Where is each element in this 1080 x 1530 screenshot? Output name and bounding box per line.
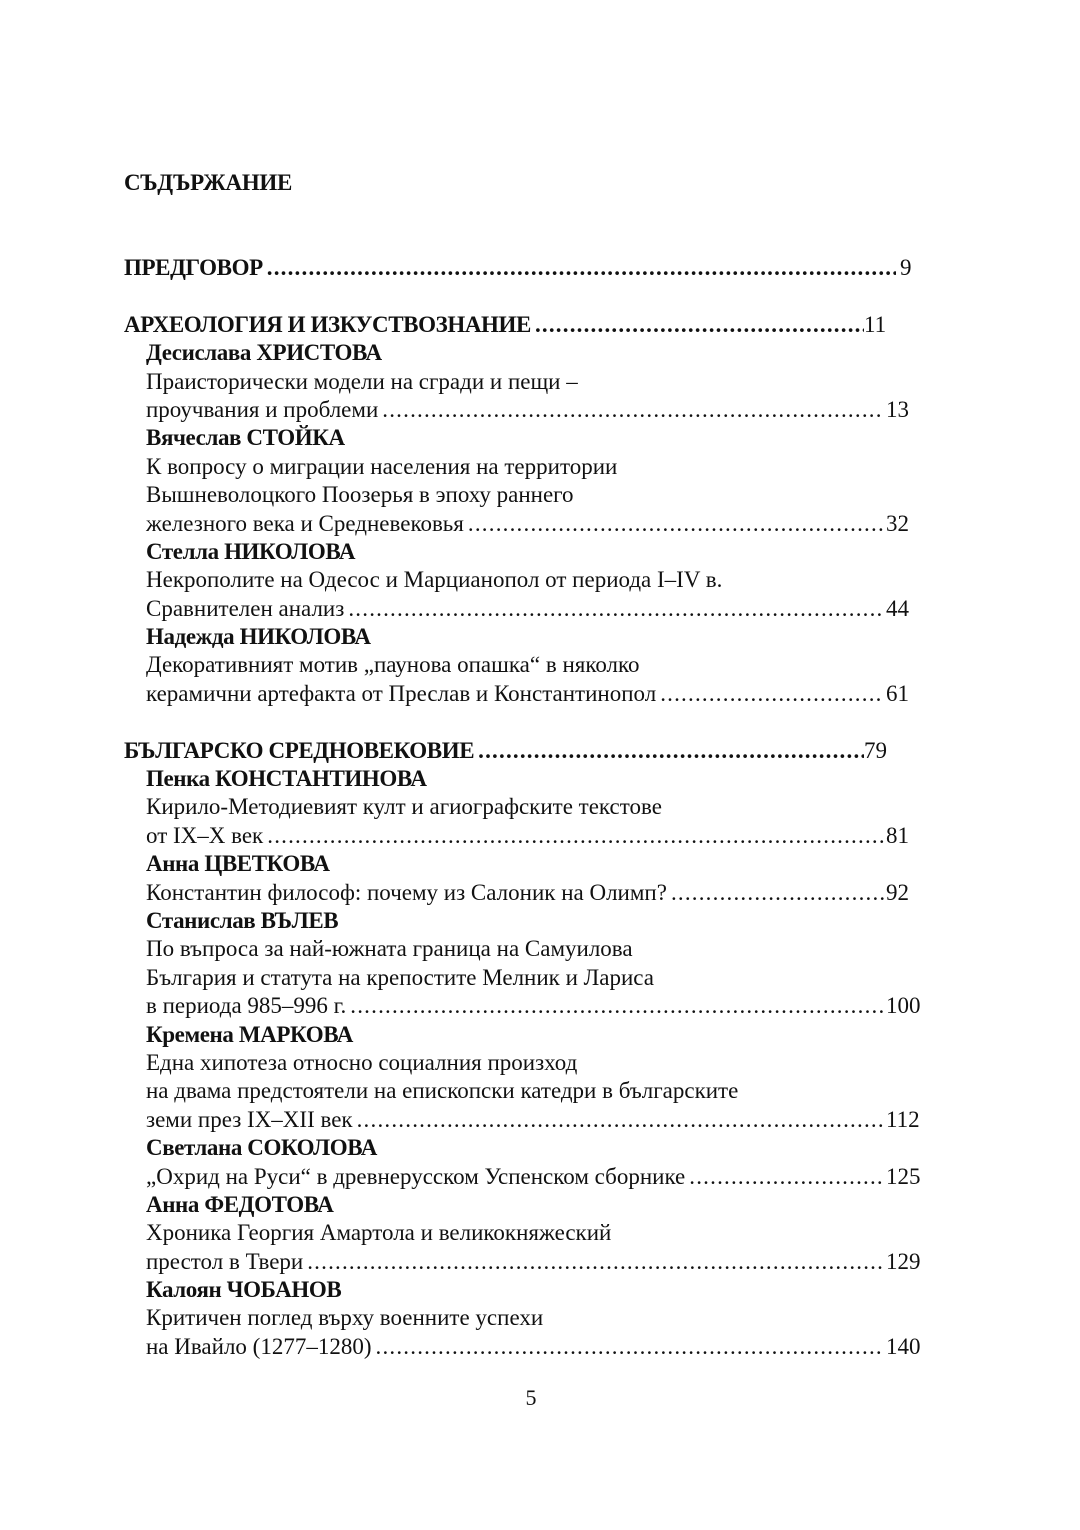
dot-leader [357,1106,884,1134]
page-title: СЪДЪРЖАНИЕ [124,170,293,195]
section-title: БЪЛГАРСКО СРЕДНОВЕКОВИЕ [124,737,475,763]
entry-page: 44 [886,595,909,621]
dot-leader [307,1248,884,1276]
dot-leader [267,254,896,282]
entry-author: Станислав ВЪЛЕВ [146,907,339,933]
toc-preface [124,254,922,282]
dot-leader [535,311,864,339]
toc-entry-final-line [124,1163,922,1191]
section-page: 79 [864,737,887,763]
entry-title-line: Константин философ: почему из Салоник на Олимп? [146,879,667,905]
entry-page: 100 [886,993,921,1019]
toc-entry-final-line [124,1248,922,1276]
toc-entry-final-line [124,879,922,907]
dot-leader [350,992,884,1020]
toc-section-heading [124,311,922,339]
entry-page: 129 [886,1248,921,1274]
entry-title-line: По въпроса за най-южната граница на Самуилова [146,936,633,962]
entry-title-line: Праисторически модели на сгради и пещи – [146,368,578,394]
entry-title-line: К вопросу о миграции населения на территории [146,453,618,479]
dot-leader [376,1333,885,1361]
toc-entry-final-line [124,992,922,1020]
entry-title-line: Кирило-Методиевият култ и агиографските текстове [146,794,662,820]
dot-leader [660,680,884,708]
toc-entry-final-line [124,822,922,850]
entry-title-line: Некрополите на Одесос и Марцианопол от периода I–IV в. [146,567,723,593]
toc-section-heading [124,737,922,765]
entry-title-line: керамични артефакта от Преслав и Константинопол [146,680,657,706]
toc-entry-final-line [124,680,922,708]
toc-entry-final-line [124,1333,922,1361]
toc-entry-final-line [124,595,922,623]
entry-author: Надежда НИКОЛОВА [146,624,371,650]
preface-page: 9 [900,255,912,280]
entry-page: 92 [886,879,909,905]
section-title: АРХЕОЛОГИЯ И ИЗКУСТВОЗНАНИЕ [124,311,531,337]
dot-leader [468,510,884,538]
dot-leader [478,737,864,765]
entry-title-line: Хроника Георгия Амартола и великокняжеский [146,1220,612,1246]
entry-author: Светлана СОКОЛОВА [146,1135,377,1161]
entry-author: Стелла НИКОЛОВА [146,538,356,564]
entry-title-line: престол в Твери [146,1248,304,1274]
dot-leader [348,595,884,623]
toc-entry-final-line [124,510,922,538]
entry-author: Анна ФЕДОТОВА [146,1191,334,1217]
entry-page: 140 [886,1333,921,1359]
entry-author: Анна ЦВЕТКОВА [146,851,330,877]
entry-title-line: Вышневолоцкого Поозерья в эпоху раннего [146,482,574,508]
entry-author: Кремена МАРКОВА [146,1021,353,1047]
entry-title-line: проучвания и проблеми [146,396,379,422]
entry-title-line: Една хипотеза относно социалния произход [146,1049,578,1075]
entry-title-line: от IX–X век [146,822,264,848]
entry-page: 81 [886,822,909,848]
entry-title-line: „Охрид на Руси“ в древнерусском Успенском сборнике [146,1163,686,1189]
entry-author: Вячеслав СТОЙКА [146,425,345,451]
entry-page: 32 [886,510,909,536]
entry-title-line: земи през IX–XII век [146,1106,353,1132]
entry-title-line: железного века и Средневековья [146,510,464,536]
entry-title-line: Декоративният мотив „паунова опашка“ в няколко [146,652,640,678]
entry-title-line: на двама предстоятели на епископски катедри в българските [146,1078,739,1104]
entry-page: 112 [886,1106,920,1132]
entry-page: 61 [886,680,909,706]
dot-leader [267,822,884,850]
section-page: 11 [864,311,887,337]
toc-entry-final-line [124,396,922,424]
toc-entry-final-line [124,1106,922,1134]
dot-leader [382,396,884,424]
entry-title-line: България и статута на крепостите Мелник и Лариса [146,964,654,990]
dot-leader [689,1163,884,1191]
page-number: 5 [525,1385,537,1410]
entry-author: Десислава ХРИСТОВА [146,340,382,366]
table-of-contents [124,254,922,1361]
entry-title-line: Сравнителен анализ [146,595,345,621]
entry-page: 125 [886,1163,921,1189]
entry-title-line: в периода 985–996 г. [146,993,347,1019]
dot-leader [671,879,884,907]
entry-title-line: Критичен поглед върху военните успехи [146,1305,544,1331]
entry-author: Пенка КОНСТАНТИНОВА [146,766,427,792]
entry-title-line: на Ивайло (1277–1280) [146,1333,372,1359]
entry-author: Калоян ЧОБАНОВ [146,1277,342,1303]
entry-page: 13 [886,396,909,422]
preface-title: ПРЕДГОВОР [124,255,263,280]
